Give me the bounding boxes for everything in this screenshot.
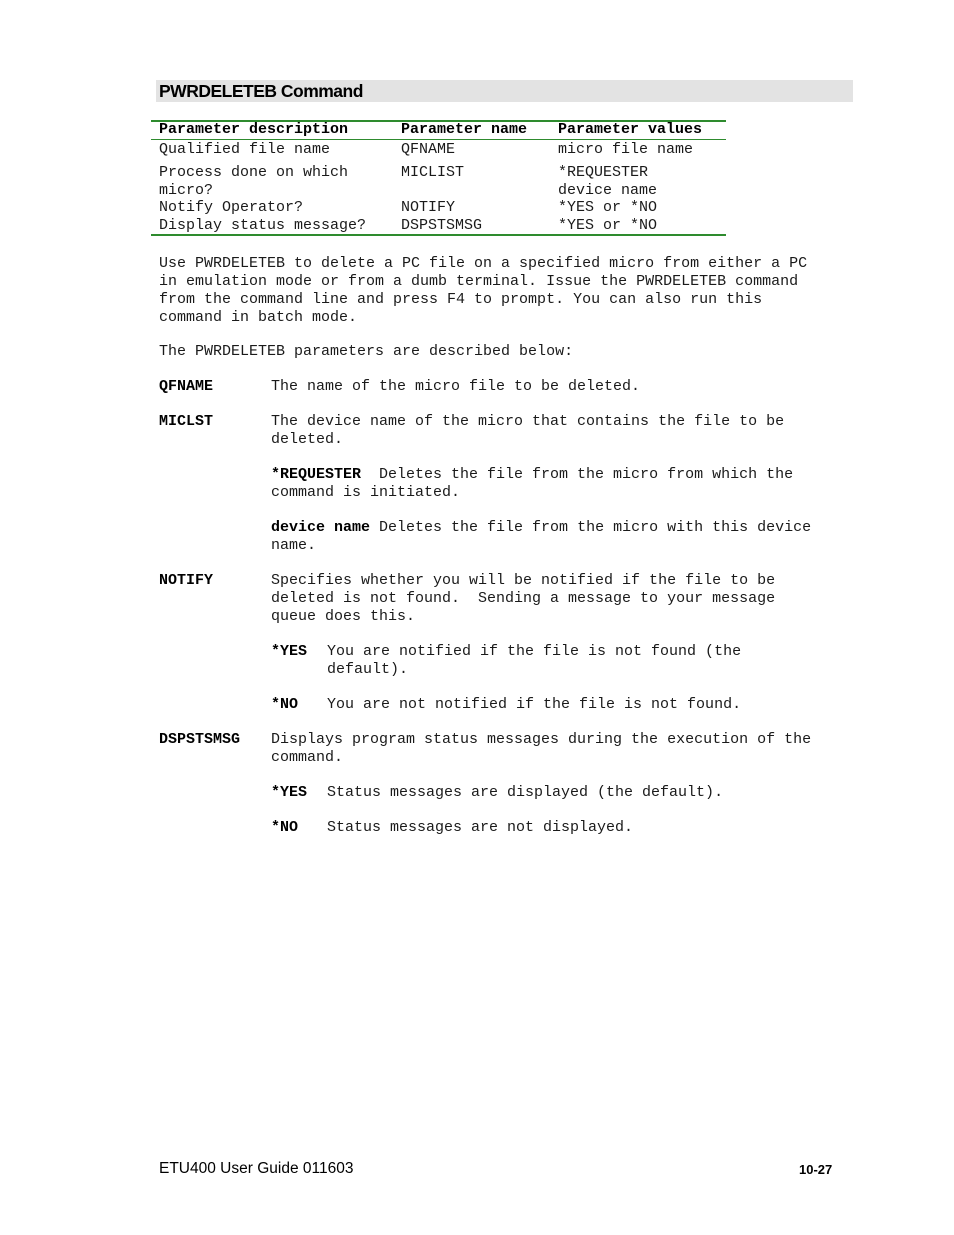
table-header-name: Parameter name: [401, 121, 528, 138]
table-cell: Process done on which micro?: [159, 164, 349, 199]
param-miclst-option-requester: [271, 466, 793, 502]
param-dspstsmsg-no-desc: Status messages are not displayed.: [327, 819, 634, 836]
footer-page-number: 10-27: [799, 1162, 833, 1177]
table-header-rule: [151, 139, 726, 140]
footer-guide-title: ETU400 User Guide 011603: [159, 1160, 354, 1177]
param-notify-name: NOTIFY: [159, 572, 214, 589]
option-desc: Deletes the file from the micro from which the command is initiated.: [271, 466, 794, 501]
table-bottom-rule: [151, 234, 726, 236]
table-cell: DSPSTSMSG: [401, 217, 483, 234]
param-notify-yes-label: *YES: [271, 643, 308, 660]
table-cell: *YES or *NO: [558, 217, 658, 234]
params-intro: The PWRDELETEB parameters are described below:: [159, 343, 574, 360]
page-title: PWRDELETEB Command: [159, 81, 363, 101]
table-cell: *REQUESTER device name: [558, 164, 658, 199]
table-header-values: Parameter values: [558, 121, 703, 138]
param-dspstsmsg-no-label: *NO: [271, 819, 299, 836]
param-notify-no-label: *NO: [271, 696, 299, 713]
param-qfname-desc: The name of the micro file to be deleted.: [271, 378, 641, 395]
table-cell: MICLIST: [401, 164, 465, 181]
section-heading: [156, 80, 853, 102]
option-label: device name: [271, 519, 371, 536]
param-dspstsmsg-desc: Displays program status messages during the execution of the command.: [271, 731, 812, 766]
param-dspstsmsg-yes-label: *YES: [271, 784, 308, 801]
param-notify-no-desc: You are not notified if the file is not found.: [327, 696, 742, 713]
table-cell: Notify Operator?: [159, 199, 304, 216]
param-notify-desc: Specifies whether you will be notified if the file to be deleted is not found. Sending a message to your message queue does this.: [271, 572, 776, 625]
param-dspstsmsg-name: DSPSTSMSG: [159, 731, 241, 748]
table-header-description: Parameter description: [159, 121, 349, 138]
param-miclst-option-device-name: [271, 519, 811, 555]
param-dspstsmsg-yes-desc: Status messages are displayed (the default).: [327, 784, 724, 801]
table-cell: micro file name: [558, 141, 694, 158]
param-miclst-desc: The device name of the micro that contains the file to be deleted.: [271, 413, 785, 448]
param-qfname-name: QFNAME: [159, 378, 214, 395]
table-cell: NOTIFY: [401, 199, 456, 216]
option-label: *REQUESTER: [271, 466, 362, 483]
intro-paragraph: Use PWRDELETEB to delete a PC file on a specified micro from either a PC in emulation mode or from a dumb terminal. Issue the PWRDELETEB command from the command line and press F4 to prompt. You can also run this command in batch mode.: [159, 255, 808, 326]
table-cell: QFNAME: [401, 141, 456, 158]
param-miclst-name: MICLST: [159, 413, 214, 430]
table-cell: Qualified file name: [159, 141, 331, 158]
option-desc: Deletes the file from the micro with this device name.: [271, 519, 812, 554]
table-cell: Display status message?: [159, 217, 367, 234]
param-notify-yes-desc: You are notified if the file is not found (the default).: [327, 643, 742, 678]
table-cell: *YES or *NO: [558, 199, 658, 216]
